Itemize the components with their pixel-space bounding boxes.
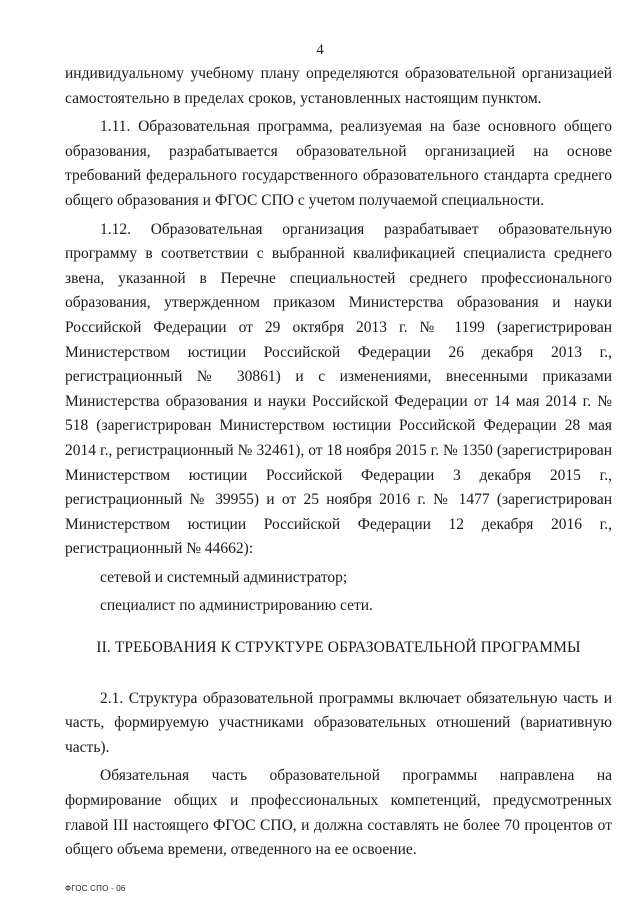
section-heading: II. ТРЕБОВАНИЯ К СТРУКТУРЕ ОБРАЗОВАТЕЛЬНОЙ ПРОГРАММЫ [96, 639, 581, 657]
paragraph-1-12: 1.12. Образовательная организация разрабатывает образовательную программу в соответствии с выбранной квалификацией специалиста среднего звена, указанной в Перечне специальностей среднего профессионального образования, утвержденном приказом Министерства образования и науки Российской Федерации от 29 октября 2013 г. № 1199 (зарегистрирован Министерством юстиции Российской Федерации 26 декабря 2013 г., регистрационный № 30861) и с изменениями, внесенными приказами Министерства образования и науки Российской Федерации от 14 мая 2014 г. № 518 (зарегистрирован Министерством юстиции Российской Федерации 28 мая 2014 г., регистрационный № 32461), от 18 ноября 2015 г. № 1350 (зарегистрирован Министерством юстиции Российской Федерации 3 декабря 2015 г., регистрационный № 39955) и от 25 ноября 2016 г. № 1477 (зарегистрирован Министерством юстиции Российской Федерации 12 декабря 2016 г., регистрационный № 44662): [65, 220, 612, 558]
qualification-item: сетевой и системный администратор; [100, 568, 348, 586]
paragraph-mandatory-part: Обязательная часть образовательной программы направлена на формирование общих и профессиональных компетенций, предусмотренных главой III настоящего ФГОС СПО, и должна составлять не более 70 процентов от общего объема времени, отведенного на ее освоение. [65, 767, 612, 859]
paragraph-continuation: индивидуальному учебному плану определяются образовательной организацией самостоятельно в пределах сроков, установленных настоящим пунктом. [65, 65, 612, 107]
page-number: 4 [316, 42, 324, 58]
document-body [65, 62, 612, 863]
qualification-item: специалист по администрированию сети. [100, 597, 373, 615]
paragraph-2-1: 2.1. Структура образовательной программы включает обязательную часть и часть, формируемую участниками образовательных отношений (вариативную часть). [65, 689, 612, 756]
document-footer: ФГОС СПО - 06 [65, 884, 126, 893]
paragraph-1-11: 1.11. Образовательная программа, реализуемая на базе основного общего образования, разрабатывается образовательной организацией на основе требований федерального государственного образовательного стандарта среднего общего образования и ФГОС СПО с учетом получаемой специальности. [65, 118, 612, 209]
